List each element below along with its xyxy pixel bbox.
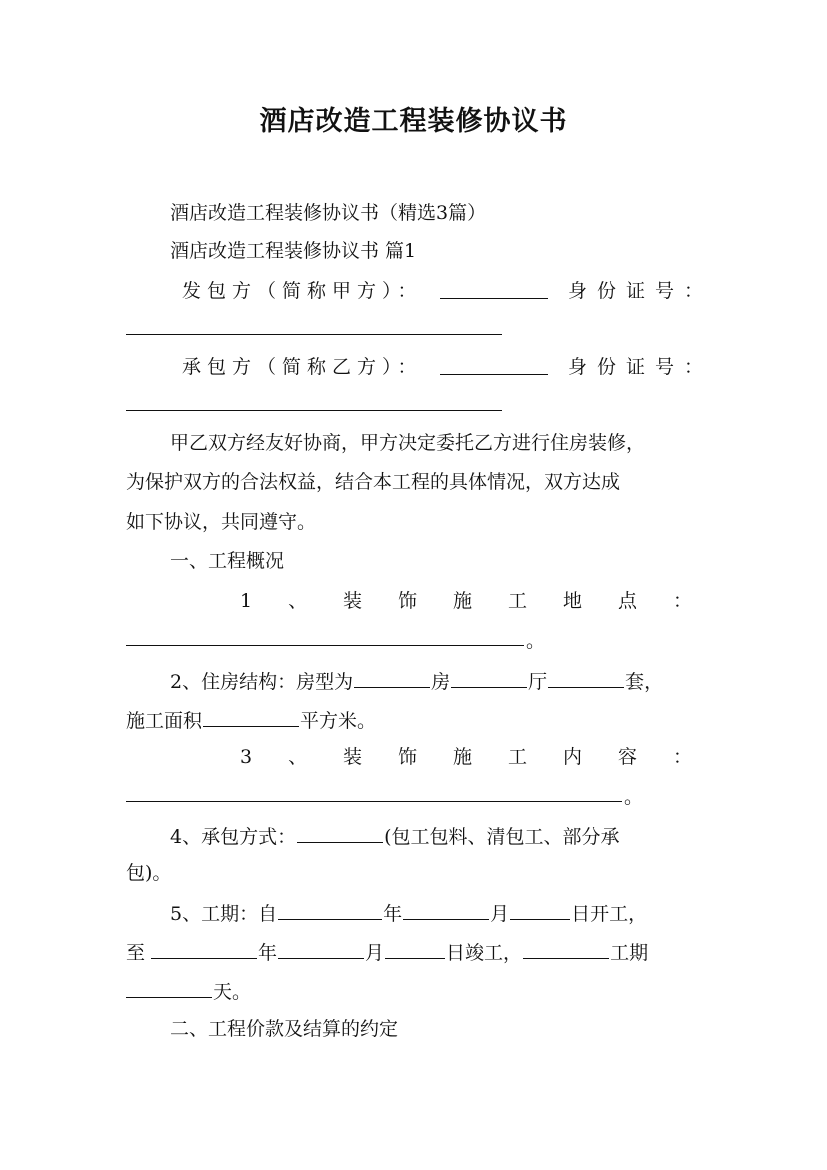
section-2-heading: 二、工程价款及结算的约定 [170,1018,399,1040]
blank [354,667,430,688]
item-3-blank [126,801,622,802]
party-a-id-blank [126,334,502,335]
item-3-char: 施 [453,746,473,768]
item-4-text: 4、承包方式： [170,826,297,848]
item-5-text: 日开工， [571,903,648,925]
item-5-text: 月 [490,903,510,925]
item-2-text: 施工面积 [126,710,203,732]
party-b-name-blank [440,374,548,375]
blank [523,938,609,959]
item-1-char: 施 [453,590,473,612]
item-1-blank [126,645,524,646]
item-3-char: 、 [288,746,308,768]
item-1-char: 工 [508,590,528,612]
blank [510,899,570,920]
blank [278,899,382,920]
item-2-text: 套， [625,671,664,693]
item-3-char: 内 [562,746,582,768]
item-5-line-3 [126,977,251,1005]
item-2-line-1 [170,667,663,695]
blank [203,706,299,727]
blank [403,899,489,920]
item-5-text: 日竣工， [446,942,523,964]
item-3-char: 3 [240,746,253,768]
intro-line-1: 甲乙双方经友好协商，甲方决定委托乙方进行住房装修， [170,432,646,454]
document-subtitle: 酒店改造工程装修协议书（精选3篇） [170,202,487,224]
item-3-char: 工 [508,746,528,768]
intro-line-2: 为保护双方的合法权益，结合本工程的具体情况，双方达成 [126,471,621,493]
item-3-char: 装 [343,746,363,768]
item-3-char: 饰 [398,746,418,768]
blank [451,667,527,688]
item-5-text: 年 [258,942,278,964]
item-1-char: 地 [562,590,582,612]
item-4-text: (包工包料、清包工、部分承 [384,826,620,848]
item-2-text: 房 [431,671,451,693]
party-a-name-blank [440,298,548,299]
item-3-end: 。 [624,786,644,808]
item-2-text: 厅 [528,671,548,693]
item-3-char: ： [672,746,692,768]
item-1-label [240,588,692,614]
item-1-char: 1 [240,590,253,612]
blank [126,977,212,998]
blank [548,667,624,688]
item-1-char: 点 [617,590,637,612]
blank [385,938,445,959]
party-a-id-label: 身份证号： [568,280,714,302]
item-2-text: 平方米。 [300,710,377,732]
item-1-char: 装 [343,590,363,612]
item-5-line-1 [170,899,647,927]
document-title: 酒店改造工程装修协议书 [259,106,568,137]
item-5-text: 至 [126,942,146,964]
item-3-label [240,744,692,770]
blank [151,938,257,959]
item-5-text: 5、工期：自 [170,903,278,925]
item-5-text: 年 [383,903,403,925]
item-2-text: 2、住房结构：房型为 [170,671,354,693]
blank [297,822,383,843]
party-b-label: 承包方（简称乙方）： [182,356,423,378]
item-4-line-2: 包)。 [126,862,172,884]
item-5-line-2 [126,938,648,966]
blank [278,938,364,959]
item-1-end: 。 [526,630,546,652]
item-5-text: 天。 [213,981,252,1003]
item-2-line-2 [126,706,376,734]
item-1-char: ： [672,590,692,612]
item-5-text: 工期 [610,942,649,964]
intro-line-3: 如下协议，共同遵守。 [126,511,317,533]
item-1-char: 饰 [398,590,418,612]
item-3-char: 容 [617,746,637,768]
section-title: 酒店改造工程装修协议书 篇1 [170,240,417,262]
party-a-label: 发包方（简称甲方）： [182,280,423,302]
party-b-id-label: 身份证号： [568,356,714,378]
item-1-char: 、 [288,590,308,612]
item-4-line-1 [170,822,620,850]
section-1-heading: 一、工程概况 [170,550,285,572]
item-5-text: 月 [365,942,385,964]
party-b-id-blank [126,410,502,411]
